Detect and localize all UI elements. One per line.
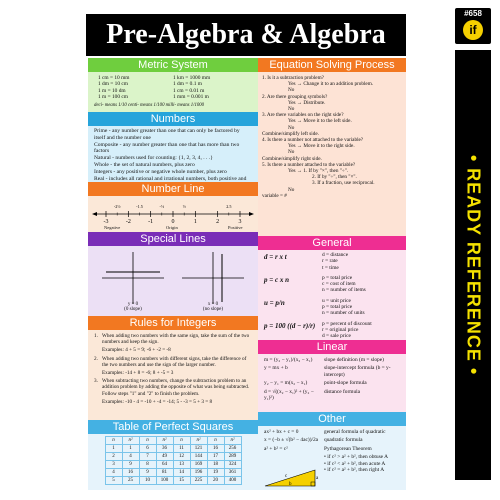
numbers-section xyxy=(88,112,258,182)
formula-desc: slope-intercept formula (b = y-intercept) xyxy=(324,365,391,378)
numbers-item: Integers - any positive or negative whole number, plus zero xyxy=(94,168,227,175)
numbers-item: Prime - any number greater than one that can only be factored by itself and the number one xyxy=(94,128,240,141)
table-cell: n² xyxy=(122,437,139,445)
formula-row xyxy=(258,296,406,319)
desc-line: u = unit price xyxy=(322,297,351,304)
step-note: Combine/simplify right side. xyxy=(262,155,322,162)
desc-line: p = total price xyxy=(322,304,353,311)
table-header-row xyxy=(105,437,241,445)
formula-desc: point-slope formula xyxy=(324,380,367,387)
formula-row xyxy=(258,379,406,387)
equation-step xyxy=(258,162,406,199)
step-yes: Yes → Move it to the right side. xyxy=(288,143,355,150)
equation-step xyxy=(258,137,406,162)
table-cell: 144 xyxy=(190,453,207,461)
table-cell: 49 xyxy=(156,453,173,461)
section-header: Table of Perfect Squares xyxy=(88,420,258,434)
section-header: Linear xyxy=(258,340,406,354)
formula: y = mx + b xyxy=(264,365,288,372)
formula: p = c x n xyxy=(264,275,289,284)
metric-rows xyxy=(88,72,258,108)
step-yes: 3. If a fraction, use reciprocal. xyxy=(312,180,375,187)
metric-cell: 1 mm = 0.001 m xyxy=(173,94,209,101)
right-triangle-diagram xyxy=(263,468,319,488)
metric-cell: 1 dm = 10 cm xyxy=(98,81,128,88)
formula-desc xyxy=(322,321,400,340)
table-cell: 400 xyxy=(224,477,241,485)
product-code: #658 xyxy=(464,9,482,18)
rule-number: 1. xyxy=(94,333,98,339)
formula-row xyxy=(258,388,406,403)
step-no: No xyxy=(288,124,295,131)
formula: u = p/n xyxy=(264,298,285,307)
linear-rows xyxy=(258,354,406,402)
table-cell: 16 xyxy=(207,445,224,453)
table-cell: 14 xyxy=(173,469,190,477)
formula: y₂ − y₁ = m(x₂ − x₁) xyxy=(264,380,308,387)
section-header: Number Line xyxy=(88,182,258,196)
table-cell: 1 xyxy=(105,445,122,453)
rule-item xyxy=(88,355,258,369)
arrow-right-icon xyxy=(249,212,254,216)
triangle-label: a xyxy=(316,476,319,481)
table-cell: 10 xyxy=(139,477,156,485)
number-line-tick-label: 0 xyxy=(171,219,175,225)
caption-slope: (0 slope) xyxy=(124,307,142,312)
rule-text: Examples: -14 + 8 = -6; 8 + -5 = 3 xyxy=(102,370,174,377)
special-lines-section xyxy=(88,232,258,316)
desc-line: d = distance xyxy=(322,252,349,258)
desc-line: r = original price xyxy=(322,326,359,333)
numbers-item: Composite - any number greater than one that has more than two factors xyxy=(94,141,240,155)
formula-row xyxy=(258,364,406,379)
step-yes: 2. If by "÷", then "×". xyxy=(312,174,357,181)
table-cell: n xyxy=(139,437,156,445)
number-line-tick-label: 2 xyxy=(216,219,220,225)
step-yes: Yes → Move it to the left side. xyxy=(288,118,352,125)
table-cell: n² xyxy=(224,437,241,445)
formula-row xyxy=(258,445,406,453)
section-header: Rules for Integers xyxy=(88,316,258,330)
number-line-fraction-label: -2½ xyxy=(113,204,121,209)
table-cell: 9 xyxy=(122,461,139,469)
step-question: 4. Is there a number not attached to the variable? xyxy=(262,137,364,144)
number-line-tick-label: -3 xyxy=(103,219,109,225)
step-note: variable = # xyxy=(262,192,287,199)
formula-desc: Pythagorean Theorem xyxy=(324,445,372,452)
table-cell: 17 xyxy=(207,453,224,461)
formula: x = (−b ± √(b² − 4ac))/2a xyxy=(264,437,319,444)
formula-desc xyxy=(322,252,400,271)
equation-step xyxy=(258,75,406,94)
pyth-note: • if c² < a² + b², then acute A xyxy=(324,460,386,467)
rules-for-integers-section xyxy=(88,316,258,420)
section-header: Metric System xyxy=(88,58,258,72)
caption-equation: y = 0 xyxy=(127,302,139,307)
table-cell: 1 xyxy=(122,445,139,453)
step-question: 3. Are there variables on the right side? xyxy=(262,112,344,119)
table-cell: 225 xyxy=(190,477,207,485)
general-formulas-section xyxy=(258,236,406,340)
table-row xyxy=(105,453,241,461)
table-cell: n² xyxy=(190,437,207,445)
formula: p = 100 ((d − r)/r) xyxy=(264,321,316,330)
table-cell: 16 xyxy=(122,469,139,477)
section-header: Equation Solving Process xyxy=(258,58,406,72)
formula-desc: general formula of quadratic xyxy=(324,429,386,435)
metric-prefix-note: deci- means 1/10 centi- means 1/100 milli- means 1/1000 xyxy=(94,102,205,108)
rule-text: Examples: 4 + 5 = 9; -6 + -2 = -8 xyxy=(102,347,171,354)
formula-desc xyxy=(322,275,400,294)
table-cell: 13 xyxy=(173,461,190,469)
table-cell: 361 xyxy=(224,469,241,477)
table-cell: 2 xyxy=(105,453,122,461)
rule-text: When adding two numbers with different signs, take the difference of the two numbers and use the sign of the larger number. xyxy=(102,355,247,368)
rule-number: 3. xyxy=(94,378,98,385)
section-header: Special Lines xyxy=(88,232,258,246)
step-question: 2. Are there grouping symbols? xyxy=(262,93,328,100)
rule-example xyxy=(88,346,258,354)
rule-text: When adding two numbers with the same sign, take the sum of the two numbers and keep the sign. xyxy=(102,333,250,346)
formula-row xyxy=(258,273,406,296)
metric-cell: 1 cm = 0.01 m xyxy=(173,87,205,94)
rule-number xyxy=(94,347,102,353)
number-line-fraction-label: -1.5 xyxy=(136,204,143,209)
formula-desc: slope definition (m = slope) xyxy=(324,357,384,363)
table-cell: 11 xyxy=(173,445,190,453)
table-cell: 81 xyxy=(156,469,173,477)
desc-line: d = sale price xyxy=(322,333,351,340)
formula-desc xyxy=(322,298,400,317)
number-line-tick-label: 1 xyxy=(193,219,197,225)
desc-line: t = time xyxy=(322,264,339,271)
section-header: Other xyxy=(258,412,406,426)
step-no: No xyxy=(288,87,295,94)
table-cell: 64 xyxy=(156,461,173,469)
table-cell: n xyxy=(105,437,122,445)
table-cell: 4 xyxy=(122,453,139,461)
table-cell: 15 xyxy=(173,477,190,485)
section-header: General xyxy=(258,236,406,250)
number-line-tick-label: -2 xyxy=(125,219,131,225)
metric-cell: 1 cm = 10 mm xyxy=(98,75,130,81)
formula-row xyxy=(258,356,406,364)
table-cell: 324 xyxy=(224,461,241,469)
desc-line: n = number of items xyxy=(322,287,366,294)
step-no: No xyxy=(288,149,295,156)
step-yes: Yes → Distribute. xyxy=(288,99,326,106)
table-cell: 18 xyxy=(207,461,224,469)
numbers-item: Real - includes all rational and irrational numbers, both positive and xyxy=(94,175,247,182)
desc-line: p = percent of discount xyxy=(322,320,372,327)
special-line-caption xyxy=(98,302,168,312)
number-line-section xyxy=(88,182,258,232)
table-cell: 100 xyxy=(156,477,173,485)
number-line-tick-label: 3 xyxy=(238,219,242,225)
rules-list xyxy=(88,330,258,406)
section-header: Numbers xyxy=(88,112,258,126)
table-row xyxy=(105,469,241,477)
triangle-label: b xyxy=(289,482,292,487)
formula-desc: quadratic formula xyxy=(324,437,363,444)
step-yes: Yes → Change it to an addition problem. xyxy=(288,81,374,88)
caption-equation: x = 0 xyxy=(207,302,219,307)
rule-item xyxy=(88,332,258,346)
brand-mark: if xyxy=(463,20,483,40)
page-title: Pre-Algebra & Algebra xyxy=(86,14,406,56)
step-yes: Yes → 1. If by "×", then "÷". xyxy=(288,168,349,175)
equation-step xyxy=(258,94,406,113)
metric-row xyxy=(88,94,258,100)
table-cell: 5 xyxy=(105,477,122,485)
formula-row xyxy=(258,436,406,444)
arrow-left-icon xyxy=(92,212,97,216)
metric-system-section xyxy=(88,58,258,114)
triangle-label: c xyxy=(285,474,288,479)
number-line-fraction-label: 2.5 xyxy=(226,204,232,209)
ready-reference-label: • READY REFERENCE • xyxy=(463,154,484,376)
table-cell: 12 xyxy=(173,453,190,461)
rule-text: Examples: -10 - 4 = -10 + -4 = -14; 5 - -3 = 5 + 3 = 8 xyxy=(102,398,213,405)
metric-cell: 1 m = 100 cm xyxy=(98,94,128,101)
table-cell: 20 xyxy=(207,477,224,485)
rule-number xyxy=(94,370,102,376)
table-row xyxy=(105,461,241,469)
special-line-caption xyxy=(178,302,248,312)
rule-number: 2. xyxy=(94,355,98,362)
metric-cell: 1 m = 10 dm xyxy=(98,87,126,94)
formula: m = (y₂ − y₁)/(x₂ − x₁) xyxy=(264,357,313,363)
table-cell: 121 xyxy=(190,445,207,453)
number-line-label: Negative xyxy=(104,225,121,230)
table-row xyxy=(105,477,241,485)
pyth-note: • if c² = a² + b², then right A xyxy=(324,467,385,474)
equation-step xyxy=(258,112,406,137)
table-cell: n xyxy=(207,437,224,445)
rule-text: When subtracting two numbers, change the subtraction problem to an addition problem by adding the opposite of what was being subtracted. Follow steps "1" and "2" to finish the problem. xyxy=(102,378,250,397)
numbers-item: Natural - numbers used for counting: {1, 2, 3, 4, . . .} xyxy=(94,155,213,162)
table-cell: 19 xyxy=(207,469,224,477)
metric-cell: 1 km = 1000 mm xyxy=(173,75,211,81)
formula: a² + b² = c² xyxy=(264,445,288,452)
desc-line: c = cost of item xyxy=(322,281,356,288)
desc-line: r = rate xyxy=(322,258,338,265)
table-cell: 6 xyxy=(139,445,156,453)
number-line-label: Positive xyxy=(228,225,243,230)
horizontal-line-graph xyxy=(98,250,168,306)
table-cell: 8 xyxy=(139,461,156,469)
step-question: 1. Is it a subtraction problem? xyxy=(262,75,324,81)
table-cell: 9 xyxy=(139,469,156,477)
table-cell: 256 xyxy=(224,445,241,453)
step-note: Combine/simplify left side. xyxy=(262,130,319,137)
formula: d = √((x₂ − x₁)² + (y₂ − y₁)²) xyxy=(264,388,314,402)
desc-line: n = number of units xyxy=(322,310,365,317)
caption-slope: (no slope) xyxy=(202,307,224,312)
formula-row xyxy=(258,250,406,273)
table-cell: n xyxy=(173,437,190,445)
table-cell: 196 xyxy=(190,469,207,477)
perfect-squares-table xyxy=(105,436,242,485)
number-line-diagram xyxy=(88,196,258,232)
desc-line: p = total price xyxy=(322,274,353,281)
number-line-label: Origin xyxy=(166,225,178,230)
step-question: 5. Is there a number attached to the variable? xyxy=(262,161,356,168)
formula-row xyxy=(258,428,406,436)
table-cell: 169 xyxy=(190,461,207,469)
perfect-squares-section xyxy=(88,420,258,490)
numbers-item: Whole - the set of natural numbers, plus zero xyxy=(94,161,195,168)
table-cell: n² xyxy=(156,437,173,445)
equation-solving-section xyxy=(258,58,406,236)
rule-item xyxy=(88,377,258,398)
table-row xyxy=(105,445,241,453)
table-cell: 3 xyxy=(105,461,122,469)
formula: ax² + bx + c = 0 xyxy=(264,429,299,435)
table-cell: 289 xyxy=(224,453,241,461)
rule-number xyxy=(94,399,102,405)
rule-example xyxy=(88,398,258,406)
equation-steps xyxy=(258,72,406,199)
ready-reference-strip xyxy=(455,50,491,480)
number-line-fraction-label: ½ xyxy=(182,204,186,209)
table-cell: 36 xyxy=(156,445,173,453)
pyth-note: • if c² > a² + b², then obtuse A xyxy=(324,454,389,461)
formula-desc: distance formula xyxy=(324,388,361,395)
table-cell: 25 xyxy=(122,477,139,485)
metric-cell: 1 dm = 0.1 m xyxy=(173,81,202,88)
formula-desc xyxy=(324,454,400,473)
step-no: No xyxy=(288,186,295,193)
formula: d = r x t xyxy=(264,253,287,261)
table-cell: 4 xyxy=(105,469,122,477)
table-cell: 7 xyxy=(139,453,156,461)
linear-formulas-section xyxy=(258,340,406,412)
step-no: No xyxy=(288,106,295,113)
vertical-line-graph xyxy=(178,250,248,306)
rule-example xyxy=(88,369,258,377)
formula-row xyxy=(258,319,406,342)
number-line-fraction-label: -½ xyxy=(159,204,165,209)
number-line-tick-label: -1 xyxy=(148,219,154,225)
number-line-ticks xyxy=(104,204,242,225)
brand-logo xyxy=(455,8,491,44)
